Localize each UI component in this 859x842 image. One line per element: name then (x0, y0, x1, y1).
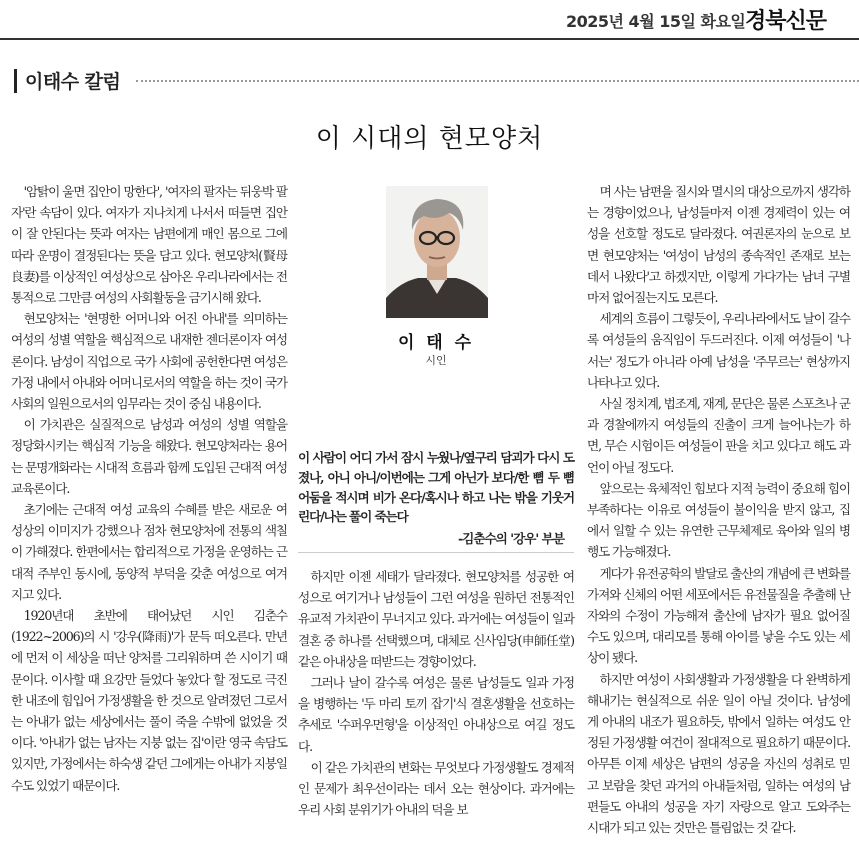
paragraph: 앞으로는 육체적인 힘보다 지적 능력이 중요해 힘이 부족하다는 이유로 여성들이 불이익을 받지 않고, 집에서 일할 수 있는 유연한 근무체제로 육아와 일의 병행도 가능해졌다. (587, 480, 850, 560)
column-header-bar (14, 69, 17, 93)
body-column-1 (11, 181, 287, 796)
poem-quote-source: -김춘수의 '강우' 부분 (457, 531, 564, 546)
author-name: 이 태 수 (397, 333, 475, 353)
body-column-3 (587, 181, 850, 838)
body-column-2 (298, 566, 574, 820)
poem-quote: 이 사람이 어디 가서 잠시 누웠나/옆구리 담괴가 다시 도졌나, 아니 아니/이번에는 그게 아닌가 보다/한 뼘 두 뼘 어둠을 적시며 비가 온다/혹시나 하고 나는 밖을 기웃거린다/나는 풀이 죽는다 (298, 450, 574, 525)
paragraph: 게다가 유전공학의 발달로 출산의 개념에 큰 변화를 가져와 신체의 어떤 세포에서든 유전물질을 추출해 난자와의 수정이 가능해져 출산에 남자가 필요 없어질 수도 있으며, 대리모를 통해 아이를 낳을 수도 있는 세상이 됐다. (587, 565, 850, 666)
author-title: 시인 (425, 354, 447, 367)
newspaper-logo: 경북신문 (745, 8, 827, 34)
author-portrait-image (386, 186, 488, 318)
paragraph: 이 같은 가치관의 변화는 무엇보다 가정생활도 경제적인 문제가 최우선이라는 데서 오는 현상이다. 과거에는 우리 사회 분위기가 아내의 덕을 보 (298, 759, 574, 818)
paragraph: 세계의 흐름이 그렇듯이, 우리나라에서도 날이 갈수록 여성들의 움직임이 두드러진다. 이제 여성들이 '나서는' 정도가 아니라 아예 남성을 '주무르는' 현상까지 나타나고 있다. (587, 311, 850, 390)
issue-date: 2025년 4월 15일 화요일 (566, 12, 746, 31)
paragraph: 현모양처는 '현명한 어머니와 어진 아내'를 의미하는 여성의 성별 역할을 핵심적으로 내재한 젠더론이자 여성론이다. 남성이 직업으로 국가 사회에 공헌한다면 여성은 가정 내에서 아내와 어머니로서의 역할을 하는 것이 국가 사회의 일원으로서의 임무라는 것이 중심 내용이다. (11, 311, 287, 412)
paragraph: 초기에는 근대적 여성 교육의 수혜를 받은 새로운 여성상의 이미지가 강했으나 점차 현모양처에 전통의 색칠이 가해졌다. 한편에서는 합리적으로 가정을 운영하는 근대적 주부인 동시에, 동양적 부덕을 갖춘 여성으로 여겨지고 있다. (11, 502, 287, 602)
paragraph: 하지만 여성이 사회생활과 가정생활을 다 완벽하게 해내기는 현실적으로 쉬운 일이 아닐 것이다. 남성에게 아내의 내조가 필요하듯, 밖에서 일하는 여성도 안정된 가정생활 여건이 절대적으로 필요하기 때문이다. 아무튼 이제 세상은 남편의 성공을 자신의 성취로 믿고 보람을 찾던 과거의 아내들처럼, 일하는 여성의 남편들도 아내의 성공을 자기 자랑으로 알고 도와주는 시대가 되고 있는 것만은 틀림없는 것 같다. (587, 671, 850, 836)
column-header-dotted-rule (136, 80, 859, 82)
headline: 이 시대의 현모양처 (315, 124, 544, 154)
column-name: 이태수 칼럼 (25, 71, 121, 93)
paragraph: 이 가치관은 실질적으로 남성과 여성의 성별 역할을 정당화시키는 핵심적 기능을 해왔다. 현모양처라는 용어는 문명개화라는 시대적 흐름과 함께 도입된 근대적 여성교육론이다. (11, 417, 287, 496)
masthead-rule (0, 38, 859, 40)
paragraph: '암탉이 울면 집안이 망한다', '여자의 팔자는 뒤웅박 팔자'란 속담이 있다. 여자가 지나치게 나서서 떠들면 집안이 잘 안된다는 뜻과 여자는 남편에게 매인 몸으로 그에 따라 운명이 결정된다는 뜻을 담고 있다. 현모양처(賢母良妻)를 이상적인 여성상으로 삼아온 우리나라에서는 전통적으로 그만큼 여성의 사회활동을 금기시해 왔다. (11, 184, 287, 306)
column-header (14, 64, 859, 104)
author-photo (386, 186, 488, 318)
paragraph: 1920년대 초반에 태어났던 시인 김춘수(1922~2006)의 시 '강우(降雨)'가 문득 떠오른다. 만년에 먼저 이 세상을 떠난 양처를 그리워하며 쓴 시이기 때문이다. 이사할 때 요강만 들었다 놓았다 할 정도로 극진한 내조에 힘입어 가정생활을 한 것으로 알려졌던 그로서는 아내가 없는 세상에서는 풀이 죽을 수밖에 없었을 것이다. '아내가 없는 남자는 지붕 없는 집'이란 영국 속담도 있지만, 가정에서는 하숙생 같던 그에게는 아내가 지붕일 수도 있었기 때문이다. (11, 608, 287, 793)
paragraph: 며 사는 남편을 질시와 멸시의 대상으로까지 생각하는 경향이었으나, 남성들마저 이젠 경제력이 있는 여성을 선호할 정도로 달라졌다. 여권론자의 눈으로 보면 현모양처는 '여성이 남성의 종속적인 존재로 보는 데서 나왔다'고 하겠지만, 이렇게 가다가는 남녀 구별마저 없어질는지도 모른다. (587, 184, 850, 306)
paragraph: 사실 정치계, 법조계, 재계, 문단은 물론 스포츠나 군과 경찰에까지 여성들의 진출이 크게 늘어나는가 하면, 무슨 시험이든 여성들이 판을 치고 있다고 해도 과언이 아닐 정도다. (587, 396, 850, 475)
paragraph: 하지만 이젠 세태가 달라졌다. 현모양처를 성공한 여성으로 여기거나 남성들이 그런 여성을 원하던 전통적인 유교적 가치관이 무너지고 있다. 과거에는 여성들이 일과 결혼 중 하나를 선택했으며, 대체로 신사임당(申師任堂) 같은 아내상을 떠받드는 경향이었다. (298, 569, 574, 669)
quote-divider (298, 552, 574, 553)
paragraph: 그러나 날이 갈수록 여성은 물론 남성들도 일과 가정을 병행하는 '두 마리 토끼 잡기'식 결혼생활을 선호하는 추세로 '수퍼우먼형'을 이상적인 아내상으로 여길 정도다. (298, 675, 574, 754)
